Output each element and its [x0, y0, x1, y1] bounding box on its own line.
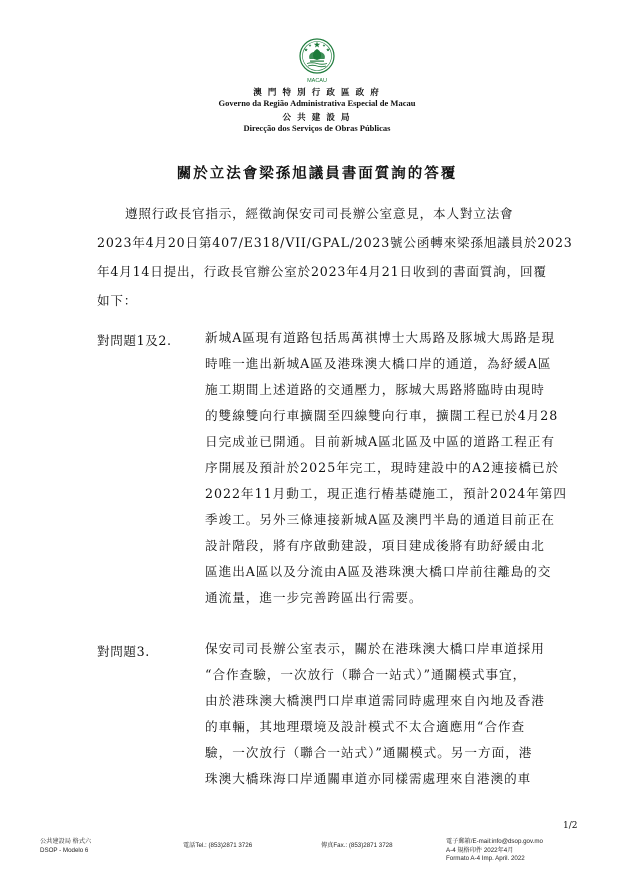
answer-line: 通流量，進一步完善跨區出行需要。 — [205, 590, 423, 605]
footer-paper-pt: Formato A-4 Imp. April. 2022 — [446, 855, 525, 862]
footer-paper-zh: A-4 規格印件 2022年4月 — [446, 846, 514, 854]
macau-emblem-logo — [297, 38, 337, 86]
answer-line: 新城A區現有道路包括馬萬祺博士大馬路及豚城大馬路是現 — [205, 330, 555, 345]
answer-line: 施工期間上述道路的交通壓力，豚城大馬路將臨時由現時 — [205, 382, 545, 397]
answer-line: 日完成並已開通。目前新城A區北區及中區的道路工程正有 — [205, 434, 555, 449]
intro-line: 遵照行政長官指示，經徵詢保安司司長辦公室意見，本人對立法會 — [125, 206, 514, 221]
svg-text:MACAU: MACAU — [307, 78, 327, 84]
answer-line: 由於港珠澳大橋澳門口岸車道需同時處理來自內地及香港 — [205, 693, 545, 708]
government-name-pt: Governo da Região Administrativa Especial de Macau — [218, 98, 416, 108]
footer-email: 電子郵箱/E-mail:info@dsop.gov.mo — [446, 838, 543, 845]
footer-fax: 傳真Fax.: (853)2871 3728 — [321, 842, 393, 849]
answer-label: 對問題3. — [97, 644, 150, 659]
answer-line: 驗，一次放行（聯合一站式）”通關模式。另一方面，港 — [205, 745, 533, 760]
government-name-zh: 澳 門 特 別 行 政 區 政 府 — [253, 87, 381, 97]
footer-contact — [446, 838, 543, 864]
answer-line: 時唯一進出新城A區及港珠澳大橋口岸的通道，為紓緩A區 — [205, 356, 552, 371]
footer-telephone: 電話Tel.: (853)2871 3726 — [183, 842, 253, 849]
answer-line: 的車輛，其地理環境及設計模式不太合適應用“合作查 — [205, 719, 526, 734]
page-number: 1/2 — [563, 821, 578, 831]
intro-line: 2023年4月20日第407/E318/VII/GPAL/2023號公函轉來梁孫旭議員於2023 — [97, 235, 573, 250]
department-name-zh: 公 共 建 設 局 — [282, 112, 352, 122]
document-title: 關於立法會梁孫旭議員書面質詢的答覆 — [176, 165, 458, 182]
intro-line: 如下： — [97, 293, 138, 308]
answer-line: 保安司司長辦公室表示，關於在港珠澳大橋口岸車道採用 — [205, 641, 545, 656]
footer-form-pt: DSOP - Modelo 6 — [40, 846, 89, 854]
intro-line: 年4月14日提出，行政長官辦公室於2023年4月21日收到的書面質詢，回覆 — [97, 264, 547, 279]
answer-line: 珠澳大橋珠海口岸通關車道亦同樣需處理來自港澳的車 — [205, 771, 532, 786]
intro-paragraph — [97, 206, 597, 322]
answer-label: 對問題1及2. — [97, 333, 172, 348]
answer-body — [205, 330, 593, 616]
answer-line: 的雙線雙向行車擴闊至四線雙向行車，擴闊工程已於4月28 — [205, 408, 559, 423]
footer-form — [40, 838, 91, 855]
answer-line: 2022年11月動工，現正進行樁基礎施工，預計2024年第四 — [205, 486, 568, 501]
answer-line: 區進出A區以及分流由A區及港珠澳大橋口岸前往離島的交 — [205, 564, 552, 579]
answer-line: 季竣工。另外三條連接新城A區及澳門半島的通道目前正在 — [205, 512, 555, 527]
answer-body — [205, 641, 593, 797]
department-name-pt: Direcção dos Serviços de Obras Públicas — [243, 123, 391, 133]
footer-form-zh: 公共建設局 格式六 — [40, 838, 92, 845]
answer-line: “合作查驗，一次放行（聯合一站式）”通關模式事宜， — [205, 667, 527, 682]
answer-line: 序開展及預計於2025年完工，現時建設中的A2連接橋已於 — [205, 460, 560, 475]
answer-line: 設計階段，將有序啟動建設，項目建成後將有助紓緩由北 — [205, 538, 545, 553]
